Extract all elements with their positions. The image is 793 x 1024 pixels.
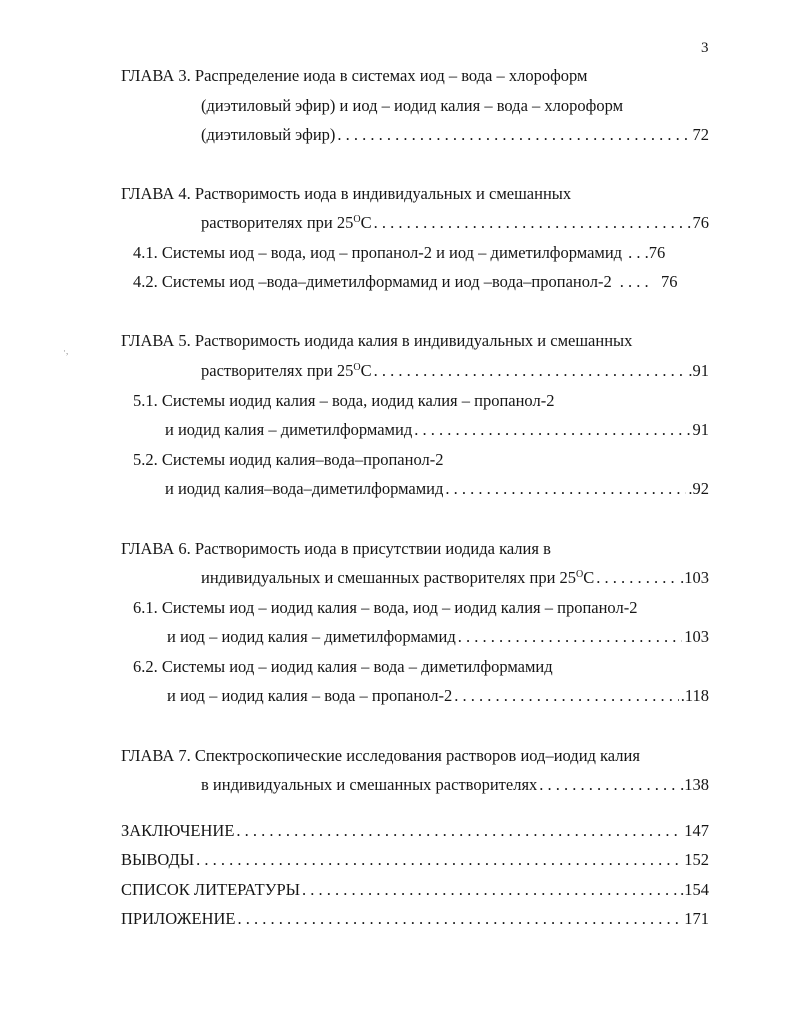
toc-conclusion-title: ЗАКЛЮЧЕНИЕ: [121, 821, 235, 840]
toc-ch7-title-line1: ГЛАВА 7. Спектроскопические исследования растворов иод–иодид калия: [121, 746, 640, 765]
toc-ch5-entry[interactable]: [201, 360, 709, 382]
toc-ch3-entry[interactable]: [201, 124, 709, 146]
page-number: 3: [701, 40, 709, 56]
toc-ch6-page: .103: [680, 568, 709, 587]
toc-4-2-entry[interactable]: [133, 271, 709, 293]
toc-4-1-entry[interactable]: [133, 242, 709, 264]
toc-6-2-title-line1: 6.2. Системы иод – иодид калия – вода – диметилформамид: [133, 657, 553, 676]
toc-ch3-title-line1: ГЛАВА 3. Распределение иода в системах иод – вода – хлороформ: [121, 66, 588, 85]
dot-leader: [337, 124, 690, 146]
toc-6-2-page: .118: [680, 686, 709, 705]
dot-leader: [539, 774, 678, 796]
toc-findings-page: 152: [684, 850, 709, 869]
toc-ch4-page: 76: [692, 213, 709, 232]
toc-6-2-entry[interactable]: [167, 685, 709, 707]
toc-ch6-title-line2: индивидуальных и смешанных растворителях при $25^OC$: [201, 568, 595, 587]
toc-findings-title: ВЫВОДЫ: [121, 850, 195, 869]
toc-6-1-page: 103: [684, 627, 709, 646]
toc-6-1-title-line2: и иод – иодид калия – диметилформамид: [167, 627, 456, 646]
toc-5-2-title-line2: и иодид калия–вода–диметилформамид: [165, 479, 444, 498]
toc-ch7-page: .138: [680, 775, 709, 794]
toc-5-2-page: .92: [688, 479, 709, 498]
dot-leader: [414, 419, 690, 441]
toc-ch4-title-line2: растворителях при $25^OC$: [201, 213, 372, 232]
toc-6-2-title-line2: и иод – иодид калия – вода – пропанол-2: [167, 686, 453, 705]
toc-5-1-title-line2: и иодид калия – диметилформамид: [165, 420, 413, 439]
dot-leader: [458, 626, 683, 648]
toc-6-1-entry[interactable]: [167, 626, 709, 648]
toc-5-2-entry[interactable]: [165, 478, 709, 500]
dot-leader: [302, 879, 678, 901]
toc-ch4-title-line1: ГЛАВА 4. Растворимость иода в индивидуальных и смешанных: [121, 184, 572, 203]
toc-5-2-title-line1: 5.2. Системы иодид калия–вода–пропанол-2: [133, 450, 444, 469]
toc-findings-entry[interactable]: [121, 849, 709, 871]
dot-leader: [237, 908, 682, 930]
toc-ch3-title-line2: (диэтиловый эфир) и иод – иодид калия – вода – хлороформ: [201, 96, 624, 115]
toc-ch6-entry[interactable]: [201, 567, 709, 589]
scan-speck: ·,: [63, 346, 69, 356]
toc-4-1-page: . . .76: [628, 243, 666, 262]
dot-leader: [596, 567, 678, 589]
toc-5-1-title-line1: 5.1. Системы иодид калия – вода, иодид калия – пропанол-2: [133, 391, 555, 410]
toc-ch4-entry[interactable]: [201, 212, 709, 234]
toc-references-entry[interactable]: [121, 879, 709, 901]
toc-6-1-title-line1: 6.1. Системы иод – иодид калия – вода, иод – иодид калия – пропанол-2: [133, 598, 638, 617]
toc-ch6-title-line1: ГЛАВА 6. Растворимость иода в присутствии иодида калия в: [121, 539, 551, 558]
dot-leader: [454, 685, 679, 707]
toc-4-2-title: 4.2. Системы иод –вода–диметилформамид и иод –вода–пропанол-2: [133, 272, 612, 291]
toc-conclusion-entry[interactable]: [121, 820, 709, 842]
toc-ch7-entry[interactable]: [201, 774, 709, 796]
dot-leader: [196, 849, 682, 871]
toc-conclusion-page: 147: [684, 821, 709, 840]
toc-references-title: СПИСОК ЛИТЕРАТУРЫ: [121, 880, 301, 899]
toc-5-1-page: 91: [692, 420, 709, 439]
dot-leader: [445, 478, 686, 500]
toc-ch3-page: 72: [692, 125, 709, 144]
toc-5-1-entry[interactable]: [165, 419, 709, 441]
toc-appendix-page: 171: [684, 909, 709, 928]
toc-4-1-title: 4.1. Системы иод – вода, иод – пропанол-2 и иод – диметилформамид: [133, 243, 623, 262]
toc-ch5-page: .91: [688, 361, 709, 380]
toc-appendix-title: ПРИЛОЖЕНИЕ: [121, 909, 236, 928]
toc-ch5-title-line2: растворителях при $25^OC$: [201, 361, 372, 380]
toc-ch3-title-line3: (диэтиловый эфир): [201, 125, 336, 144]
toc-references-page: .154: [680, 880, 709, 899]
dot-leader: [236, 820, 682, 842]
dot-leader: [374, 360, 687, 382]
toc-ch7-title-line2: в индивидуальных и смешанных растворителях: [201, 775, 538, 794]
toc-appendix-entry[interactable]: [121, 908, 709, 930]
toc-ch5-title-line1: ГЛАВА 5. Растворимость иодида калия в индивидуальных и смешанных: [121, 331, 633, 350]
dot-leader: [374, 212, 691, 234]
toc-4-2-page: . . . . 76: [619, 272, 678, 291]
